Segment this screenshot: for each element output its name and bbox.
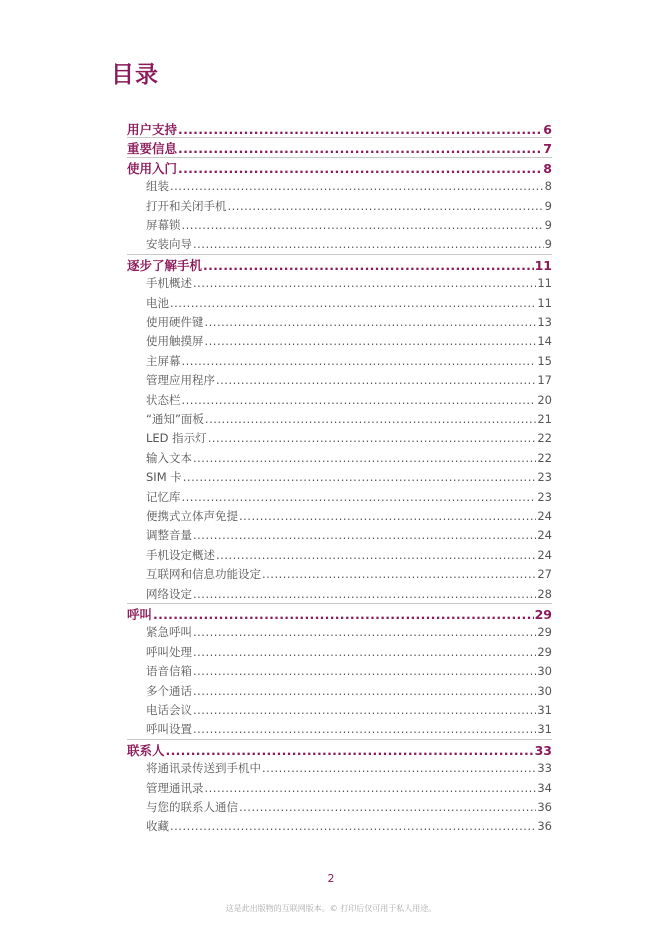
toc-entry-page-number: 13 [537,315,552,329]
toc-entry-page-number: 24 [537,528,552,543]
toc-entry-label: 收藏 [146,819,169,834]
toc-entry-page-number: 34 [537,780,552,795]
toc-leader-dots [193,664,536,678]
toc-section-entry[interactable] [146,450,552,466]
toc-section-entry[interactable] [146,508,552,524]
toc-section-entry[interactable] [146,275,552,291]
toc-entry-label: 多个通话 [146,683,192,698]
toc-leader-dots [239,800,536,814]
toc-section-entry[interactable] [146,178,552,194]
toc-entry-page-number: 28 [537,586,552,601]
toc-entry-label: 呼叫设置 [146,722,192,737]
toc-section-divider [127,254,552,255]
toc-leader-dots [178,122,542,137]
toc-section-entry[interactable] [146,198,552,214]
toc-entry-label: 电池 [146,295,169,310]
toc-entry-label: 组装 [146,179,169,194]
toc-section-divider [127,603,552,604]
toc-entry-label: 网络设定 [146,586,192,601]
toc-entry-label: 状态栏 [146,392,181,407]
toc-section-entry[interactable] [146,295,552,311]
footer-note: 这是此出版物的互联网版本。© 打印后仅可用于私人用途。 [225,904,437,913]
toc-leader-dots [193,237,544,251]
toc-section-entry[interactable] [146,818,552,834]
toc-leader-dots [203,258,534,273]
toc-entry-label: 电话会议 [146,703,192,717]
toc-leader-dots [182,354,537,368]
toc-section-entry[interactable] [146,644,552,660]
toc-leader-dots [178,161,542,176]
toc-section-entry[interactable] [146,469,552,485]
toc-entry-page-number: 11 [534,257,552,273]
toc-entry-label: 逐步了解手机 [127,257,203,273]
toc-entry-label: 手机概述 [146,276,192,291]
toc-leader-dots [208,431,537,445]
toc-entry-label: “通知”面板 [146,412,204,426]
toc-chapter-entry[interactable] [127,120,552,138]
toc-leader-dots [183,470,537,484]
toc-entry-label: 屏幕锁 [146,218,181,232]
toc-entry-label: 使用硬件键 [146,315,204,329]
toc-chapter-entry[interactable] [127,139,552,157]
toc-section-entry[interactable] [146,780,552,796]
toc-entry-page-number: 7 [543,141,552,157]
toc-entry-page-number: 30 [537,683,552,698]
toc-leader-dots [193,625,536,639]
toc-entry-label: 互联网和信息功能设定 [146,567,261,582]
toc-entry-label: 语音信箱 [146,664,192,679]
toc-section-entry[interactable] [146,760,552,776]
toc-entry-label: 使用触摸屏 [146,334,204,349]
toc-section-entry[interactable] [146,683,552,699]
toc-entry-page-number: 23 [537,470,552,485]
toc-entry-page-number: 24 [537,547,552,562]
toc-entry-page-number: 8 [543,160,552,176]
toc-entry-label: 调整音量 [146,528,192,543]
toc-entry-label: 呼叫处理 [146,644,192,659]
toc-section-entry[interactable] [146,333,552,349]
toc-entry-page-number: 24 [537,509,552,523]
toc-leader-dots [262,761,536,775]
toc-section-entry[interactable] [146,314,552,330]
toc-entry-label: 与您的联系人通信 [146,800,238,814]
toc-entry-label: SIM 卡 [146,470,182,485]
toc-entry-label: 使用入门 [127,160,178,176]
toc-leader-dots [205,315,537,329]
toc-entry-page-number: 11 [537,295,552,310]
toc-entry-page-number: 29 [537,625,552,640]
page-title: 目录 [111,62,159,88]
toc-entry-label: 联系人 [127,742,165,758]
toc-leader-dots [166,743,534,758]
toc-section-entry[interactable] [146,217,552,233]
toc-entry-page-number: 20 [537,392,552,407]
toc-section-entry[interactable] [146,663,552,679]
toc-entry-label: LED 指示灯 [146,431,207,446]
toc-entry-page-number: 36 [537,800,552,814]
toc-leader-dots [262,567,536,581]
toc-leader-dots [216,373,536,387]
toc-entry-page-number: 6 [543,122,552,137]
toc-entry-page-number: 17 [537,373,552,388]
toc-entry-label: 将通讯录传送到手机中 [146,761,261,776]
toc-entry-page-number: 9 [544,218,552,232]
toc-entry-page-number: 22 [537,450,552,465]
toc-leader-dots [170,296,536,310]
toc-entry-page-number: 15 [537,353,552,368]
toc-chapter-entry[interactable] [127,256,552,274]
toc-entry-label: 管理应用程序 [146,373,215,388]
toc-entry-label: 紧急呼叫 [146,625,192,640]
toc-section-entry[interactable] [146,489,552,505]
toc-entry-label: 输入文本 [146,450,192,465]
toc-leader-dots [193,703,536,717]
toc-leader-dots [205,412,536,426]
toc-entry-page-number: 21 [537,412,552,426]
toc-entry-page-number: 33 [534,742,552,758]
toc-entry-page-number: 9 [544,237,552,252]
toc-leader-dots [170,819,536,833]
toc-leader-dots [193,645,536,659]
toc-section-entry[interactable] [146,527,552,543]
toc-section-entry[interactable] [146,799,552,815]
toc-section-entry[interactable] [146,547,552,563]
toc-chapter-entry[interactable] [127,605,552,623]
toc-section-entry[interactable] [146,430,552,446]
toc-section-entry[interactable] [146,236,552,252]
toc-section-entry[interactable] [146,702,552,718]
toc-leader-dots [205,334,537,348]
toc-leader-dots [153,607,534,622]
toc-leader-dots [205,781,537,795]
toc-entry-page-number: 23 [537,489,552,504]
toc-chapter-entry[interactable] [127,741,552,759]
toc-section-divider [127,137,552,138]
toc-entry-page-number: 27 [537,567,552,582]
toc-entry-label: 安装向导 [146,237,192,252]
toc-entry-label: 便携式立体声免提 [146,509,238,523]
toc-entry-label: 主屏幕 [146,353,181,368]
toc-entry-page-number: 29 [537,644,552,659]
toc-entry-page-number: 29 [534,607,552,622]
toc-leader-dots [228,199,544,213]
toc-entry-page-number: 9 [544,198,552,213]
toc-section-entry[interactable] [146,353,552,369]
toc-entry-label: 打开和关闭手机 [146,198,227,213]
toc-section-entry[interactable] [146,624,552,640]
toc-entry-page-number: 8 [544,179,552,194]
toc-entry-page-number: 31 [537,703,552,717]
toc-entry-page-number: 11 [537,276,552,291]
toc-leader-dots [216,548,536,562]
toc-chapter-entry[interactable] [127,159,552,177]
toc-leader-dots [182,218,544,232]
toc-entry-page-number: 30 [537,664,552,679]
toc-leader-dots [182,490,537,504]
toc-entry-label: 管理通讯录 [146,780,204,795]
toc-leader-dots [193,451,536,465]
toc-entry-label: 用户支持 [127,122,178,137]
toc-entry-page-number: 14 [537,334,552,349]
toc-leader-dots [193,722,536,736]
toc-section-entry[interactable] [146,566,552,582]
toc-section-divider [127,157,552,158]
toc-leader-dots [239,509,536,523]
toc-section-entry[interactable] [146,392,552,408]
toc-leader-dots [178,141,542,156]
toc-section-entry[interactable] [146,721,552,737]
toc-leader-dots [193,276,536,290]
toc-entry-page-number: 31 [537,722,552,737]
toc-leader-dots [193,684,536,698]
toc-leader-dots [193,528,536,542]
toc-entry-page-number: 22 [537,431,552,446]
toc-section-entry[interactable] [146,586,552,602]
toc-section-entry[interactable] [146,372,552,388]
toc-entry-label: 手机设定概述 [146,547,215,562]
page-number: 2 [327,872,335,885]
toc-entry-label: 记忆库 [146,489,181,504]
toc-section-entry[interactable] [146,411,552,427]
toc-leader-dots [182,393,537,407]
toc-section-divider [127,739,552,740]
toc-leader-dots [193,587,536,601]
toc-entry-label: 重要信息 [127,141,178,157]
toc-entry-page-number: 36 [537,819,552,834]
toc-entry-page-number: 33 [537,761,552,776]
toc-entry-label: 呼叫 [127,607,153,622]
toc-leader-dots [170,179,544,193]
